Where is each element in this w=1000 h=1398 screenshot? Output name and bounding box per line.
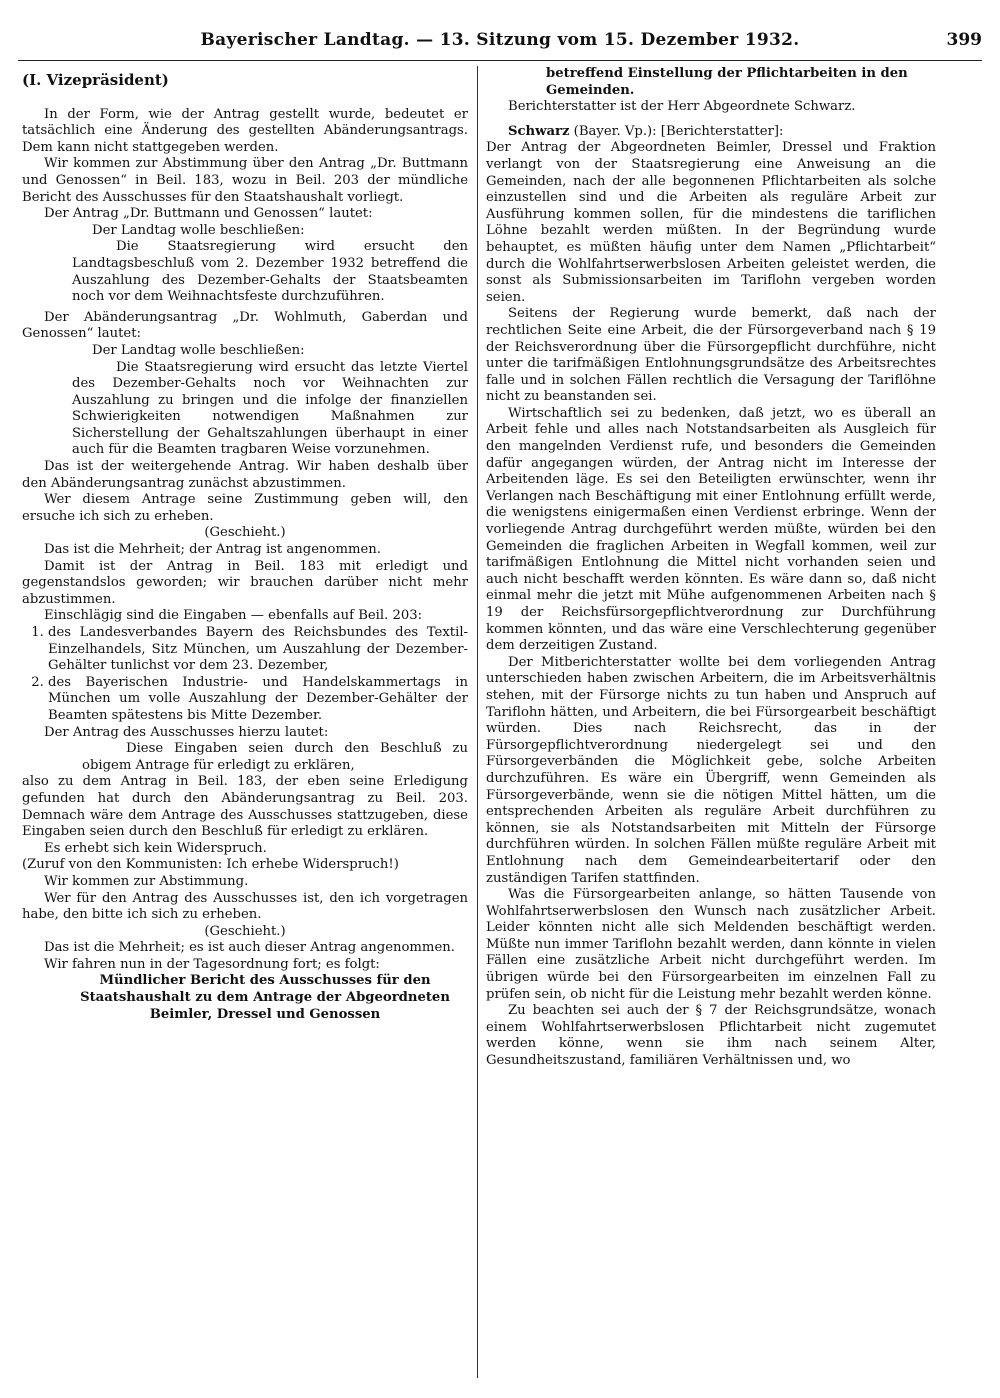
interjection: (Zuruf von den Kommunisten: Ich erhebe Widerspruch!) bbox=[22, 857, 399, 873]
paragraph: Wir kommen zur Abstimmung über den Antrag „Dr. Buttmann und Genossen“ in Beil. 183, wozu in Beil. 203 der mündliche Bericht des Ausschusses für den Staatshaushalt vorliegt. bbox=[22, 156, 468, 205]
paragraph: In der Form, wie der Antrag gestellt wurde, bedeutet er tatsächlich eine Änderung des gestellten Abänderungsantrags. Dem kann nicht stattgegeben werden. bbox=[22, 106, 468, 155]
motion-text: Die Staatsregierung wird ersucht das letzte Viertel des Dezember-Gehalts noch vor Weihnachten zur Auszahlung zu bringen und die infolge der finanziellen Schwierigkeiten notwendigen Maßnahmen zur Sicherstellung der Gehaltszahlungen überhaupt in einer auch für die Beamten tragbaren Weise vorzunehmen. bbox=[72, 359, 468, 458]
stage-direction: (Geschieht.) bbox=[204, 525, 286, 541]
paragraph: Der Antrag „Dr. Buttmann und Genossen“ lautet: bbox=[44, 206, 373, 222]
paragraph: Das ist der weitergehende Antrag. Wir haben deshalb über den Abänderungsantrag zunächst abzustimmen. bbox=[22, 459, 468, 491]
motion-intro: Der Landtag wolle beschließen: bbox=[92, 342, 305, 358]
paragraph: Berichterstatter ist der Herr Abgeordnete Schwarz. bbox=[508, 99, 856, 115]
paragraph: also zu dem Antrag in Beil. 183, der eben seine Erledigung gefunden hat durch den Abänderungsantrag zu Beil. 203. Demnach wäre dem Antrage des Ausschusses stattzugeben, diese Eingaben seien durch den Beschluß für erledigt zu erklären. bbox=[22, 774, 468, 840]
right-column bbox=[486, 66, 936, 1388]
stage-direction: (Geschieht.) bbox=[204, 923, 286, 939]
paragraph: Was die Fürsorgearbeiten anlange, so hätten Tausende von Wohlfahrtserwerbslosen den Wunsch nach zusätzlicher Arbeit. Leider könnten nicht alle sich Meldenden beschäftigt werden. Müßte nun immer Tariflohn bezahlt werden, dann könnte in vielen Fällen eine zusätzliche Arbeit nicht durchgeführt werden. Im übrigen würde bei den Fürsorgearbeiten im einzelnen Fall zu prüfen sein, ob nicht für die Leistung mehr bezahlt werden könne. bbox=[486, 887, 936, 1002]
left-column bbox=[22, 66, 468, 1388]
speaker-tag: (I. Vizepräsident) bbox=[22, 71, 169, 89]
speaker-line bbox=[486, 124, 936, 141]
motion-intro: Der Landtag wolle beschließen: bbox=[92, 222, 305, 238]
agenda-heading: Mündlicher Bericht des Ausschusses für den Staatshaushalt zu dem Antrage der Abgeordneten Beimler, Dressel und Genossen bbox=[80, 973, 450, 1022]
agenda-heading-continued: betreffend Einstellung der Pflichtarbeiten in den Gemeinden. bbox=[546, 66, 908, 98]
paragraph: Wer für den Antrag des Ausschusses ist, den ich vorgetragen habe, den bitte ich sich zu erheben. bbox=[22, 890, 468, 923]
paragraph: Der Abänderungsantrag „Dr. Wohlmuth, Gaberdan und Genossen“ lautet: bbox=[22, 309, 468, 342]
paragraph: Der Antrag des Ausschusses hierzu lautet: bbox=[44, 724, 329, 740]
paragraph: Es erhebt sich kein Widerspruch. bbox=[44, 840, 267, 856]
paragraph: Wer diesem Antrage seine Zustimmung geben will, den ersuche ich sich zu erheben. bbox=[22, 492, 468, 524]
paragraph: Damit ist der Antrag in Beil. 183 mit erledigt und gegenstandslos geworden; wir brauchen darüber nicht mehr abzustimmen. bbox=[22, 558, 468, 607]
paragraph: Der Antrag der Abgeordneten Beimler, Dressel und Fraktion verlangt von der Staatsregierung eine Anweisung an die Gemeinden, nach der alle begonnenen Pflichtarbeiten als solche einzustellen sind und die Arbeiten als reguläre Arbeit zur Ausführung kommen sollen, für die mindestens die tariflichen Löhne bezahlt werden müßten. In der Begründung wurde behauptet, es müßten häufig unter dem Namen „Pflichtarbeit“ durch die Wohlfahrtserwerbslosen Arbeiten geleistet werden, die sonst als Submissionsarbeiten im Tariflohn vergeben worden seien. bbox=[486, 140, 936, 305]
paragraph: Seitens der Regierung wurde bemerkt, daß nach der rechtlichen Seite eine Arbeit, die der Fürsorgeverband nach § 19 der Reichsverordnung über die Fürsorgepflicht durchführe, nicht unter die tarifmäßigen Entlohnungsgrundsätze des Arbeitsrechtes falle und in solchen Fällen rechtlich die Versagung der Tariflöhne nicht zu beanstanden sei. bbox=[486, 306, 936, 405]
petition-list bbox=[22, 625, 468, 725]
paragraph: Wirtschaftlich sei zu bedenken, daß jetzt, wo es überall an Arbeit fehle und alles nach Notstandsarbeiten als Ausgleich für den mangelnden Verdienst rufe, und besonders die Gemeinden dafür angegangen würden, der Antrag nicht im Interesse der Arbeitenden läge. Es sei den Beteiligten erwünschter, wenn ihr Verlangen nach Beschäftigung mit einer Entlohnung erfüllt werde, die wenigstens einigermaßen einen Verdienst erbringe. Wenn der vorliegende Antrag durchgeführt werden müßte, würden bei den Gemeinden die fraglichen Arbeiten in Wegfall kommen, weil zur tarifmäßigen Entlohnung die Mittel nicht vorhanden seien und auch nicht beschafft werden könnten. Es wäre dann so, daß nicht einmal mehr die jetzt mit Mühe aufgenommenen Arbeiten nach § 19 der Reichsfürsorgepflichtverordnung zur Durchführung kommen könnten, und das wäre eine Verschlechterung gegenüber dem derzeitigen Zustand. bbox=[486, 405, 936, 654]
list-item: 2. des Bayerischen Industrie- und Handelskammertags in München um volle Auszahlung der Dezember-Gehälter der Beamten spätestens bis Mitte Dezember. bbox=[48, 675, 468, 725]
speaker-name: Schwarz bbox=[508, 123, 570, 139]
motion-text: Die Staatsregierung wird ersucht den Landtagsbeschluß vom 2. Dezember 1932 betreffend die Auszahlung des Dezember-Gehalts der Staatsbeamten noch vor dem Weihnachtsfeste durchzuführen. bbox=[72, 239, 468, 305]
column-divider bbox=[477, 66, 478, 1378]
page-header bbox=[18, 30, 982, 61]
list-item: 1. des Landesverbandes Bayern des Reichsbundes des Textil-Einzelhandels, Sitz München, um Auszahlung der Dezember-Gehälter tunlichst vor dem 23. Dezember, bbox=[48, 625, 468, 675]
speaker-role: (Bayer. Vp.): [Berichterstatter]: bbox=[569, 123, 784, 139]
paragraph: Einschlägig sind die Eingaben — ebenfalls auf Beil. 203: bbox=[44, 608, 423, 624]
paragraph: Zu beachten sei auch der § 7 der Reichsgrundsätze, wonach einem Wohlfahrtserwerbslosen Pflichtarbeit nicht zugemutet werden könne, wenn sie ihm nach seinem Alter, Gesundheitszustand, familiären Verhältnissen und, wo bbox=[486, 1003, 936, 1069]
paragraph: Der Mitberichterstatter wollte bei dem vorliegenden Antrag unterschieden haben zwischen Arbeitern, die im Arbeitsverhältnis stehen, mit der Fürsorge nichts zu tun haben und Anspruch auf Tariflohn hätten, und Arbeitern, die bei Fürsorgearbeit beschäftigt würden. Dies nach Reichsrecht, das in der Fürsorgepflichtverordnung niedergelegt sei und den Fürsorgeverbänden die Möglichkeit gebe, solche Arbeiten durchzuführen. Es wäre ein Übergriff, wenn Gemeinden als Fürsorgeverbände, wenn sie die nötigen Mittel hätten, um die entsprechenden Arbeiten als reguläre Arbeit durchführen zu können, sie als Notstandsarbeiten mit Mitteln der Fürsorge durchführen würden. In solchen Fällen müßte reguläre Arbeit mit Entlohnung nach dem Gemeindearbeitertarif oder den zuständigen Tarifen stattfinden. bbox=[486, 654, 936, 886]
paragraph: Wir kommen zur Abstimmung. bbox=[44, 873, 249, 889]
paragraph: Das ist die Mehrheit; der Antrag ist angenommen. bbox=[44, 542, 381, 558]
paragraph: Wir fahren nun in der Tagesordnung fort; es folgt: bbox=[44, 956, 380, 972]
running-title: Bayerischer Landtag. — 13. Sitzung vom 15. Dezember 1932. bbox=[200, 30, 800, 50]
page-number: 399 bbox=[946, 30, 982, 50]
paragraph: Das ist die Mehrheit; es ist auch dieser Antrag angenommen. bbox=[44, 940, 455, 956]
motion-text: Diese Eingaben seien durch den Beschluß zu obigem Antrage für erledigt zu erklären, bbox=[82, 741, 468, 773]
